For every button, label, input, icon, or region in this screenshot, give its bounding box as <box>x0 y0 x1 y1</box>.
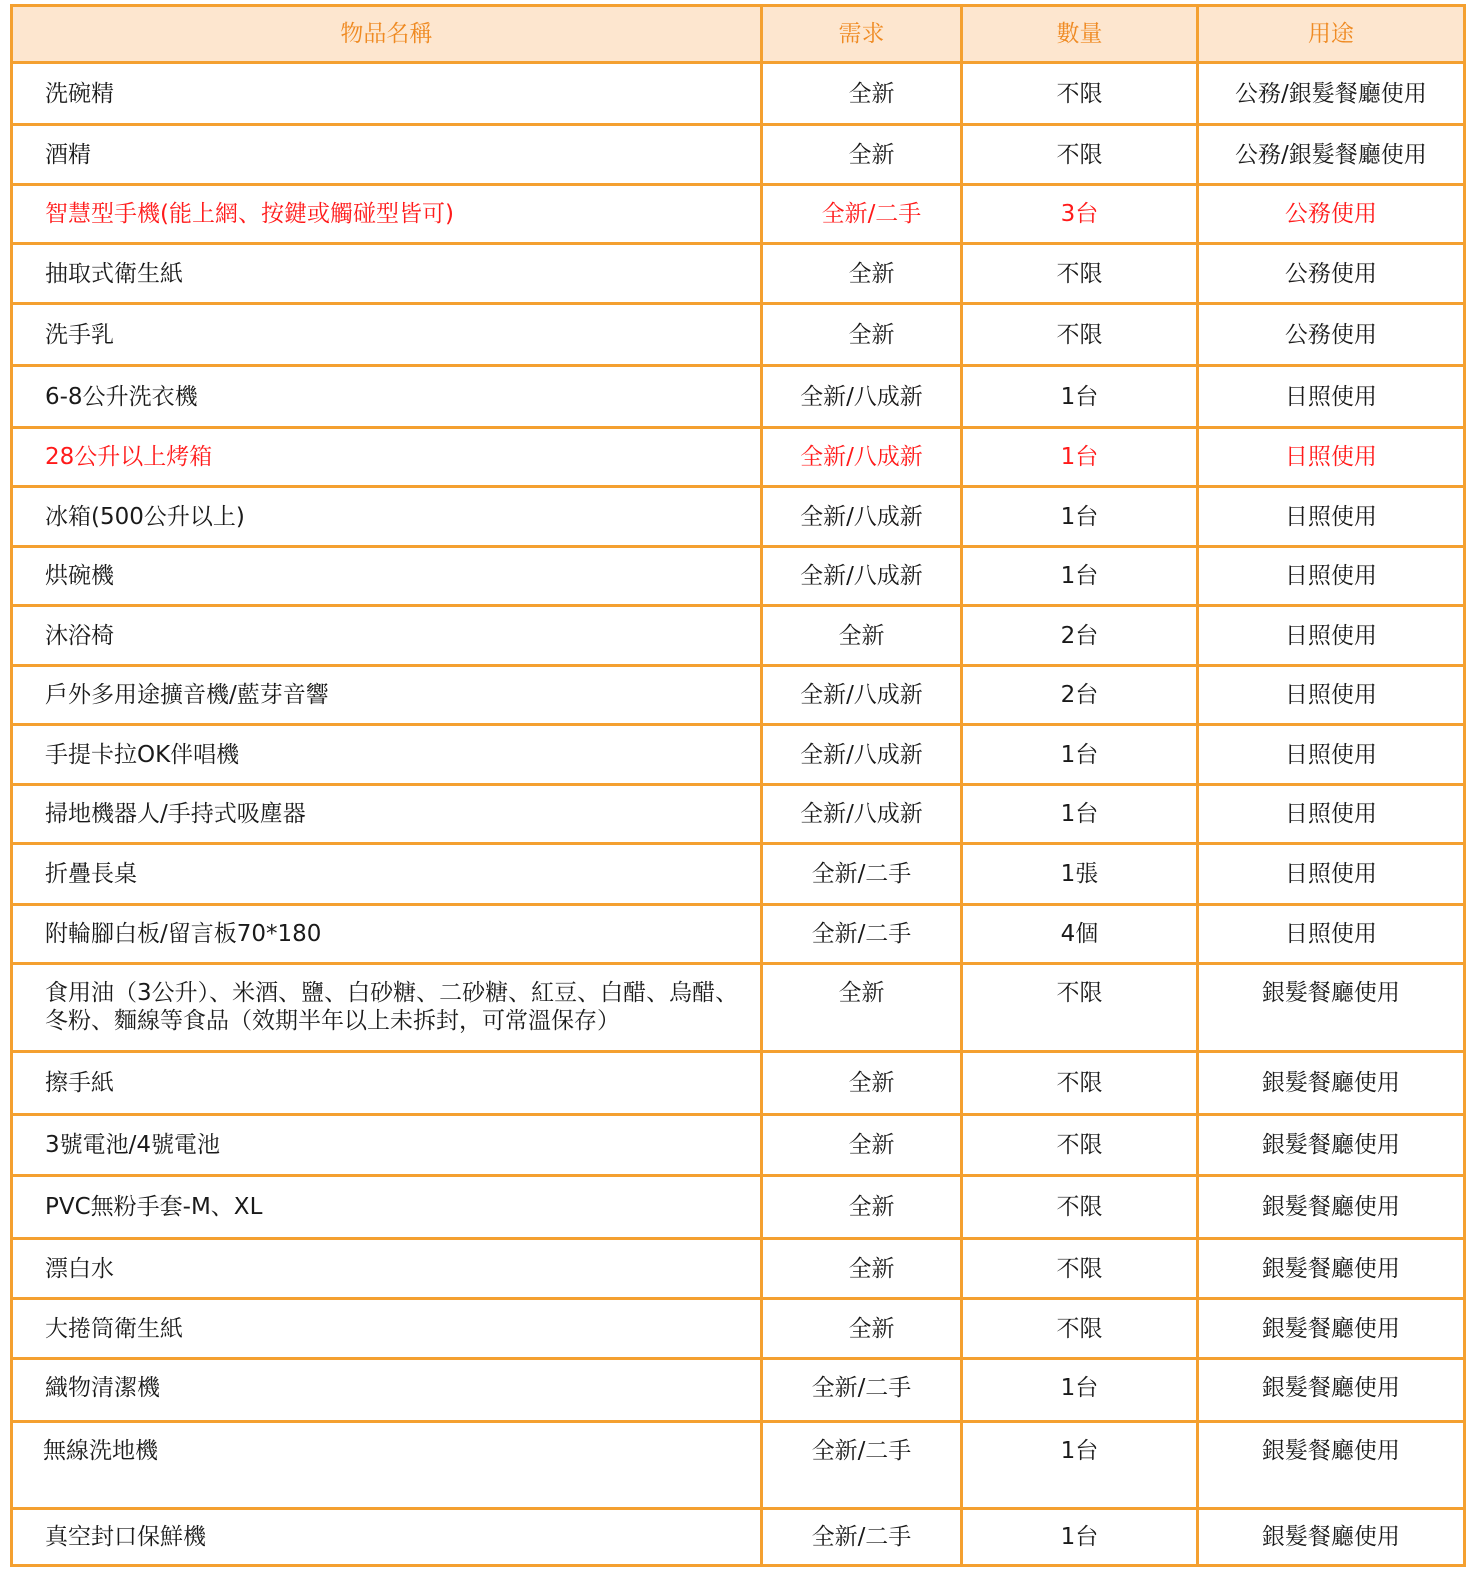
table-row <box>12 666 1465 725</box>
need-cell: 全新/二手 <box>761 905 961 964</box>
item-name-cell: 大捲筒衛生紙 <box>12 1299 762 1359</box>
usage-cell: 公務使用 <box>1197 304 1464 366</box>
usage-cell: 日照使用 <box>1197 844 1464 905</box>
table-row <box>12 844 1465 905</box>
item-name-cell: 附輪腳白板/留言板70*180 <box>12 905 762 964</box>
need-cell: 全新 <box>761 63 961 125</box>
quantity-cell: 1台 <box>962 1359 1198 1422</box>
table-row <box>12 244 1465 304</box>
item-name-cell: 沐浴椅 <box>12 606 762 666</box>
need-cell: 全新/八成新 <box>761 547 961 606</box>
usage-cell: 公務/銀髮餐廳使用 <box>1197 125 1464 185</box>
table-row <box>12 125 1465 185</box>
quantity-cell: 1台 <box>962 725 1198 785</box>
item-name-cell: 智慧型手機(能上網、按鍵或觸碰型皆可) <box>12 185 762 244</box>
usage-cell: 日照使用 <box>1197 428 1464 487</box>
table-row <box>12 428 1465 487</box>
table-row <box>12 304 1465 366</box>
usage-cell: 日照使用 <box>1197 905 1464 964</box>
usage-cell: 日照使用 <box>1197 606 1464 666</box>
usage-cell: 銀髮餐廳使用 <box>1197 1359 1464 1422</box>
usage-cell: 公務/銀髮餐廳使用 <box>1197 63 1464 125</box>
need-cell: 全新/八成新 <box>761 428 961 487</box>
need-cell: 全新 <box>761 244 961 304</box>
table-row <box>12 63 1465 125</box>
quantity-cell: 不限 <box>962 1239 1198 1299</box>
table-row <box>12 1052 1465 1115</box>
quantity-cell: 1張 <box>962 844 1198 905</box>
usage-cell: 公務使用 <box>1197 185 1464 244</box>
quantity-cell: 1台 <box>962 487 1198 547</box>
table-row <box>12 1115 1465 1176</box>
quantity-cell: 不限 <box>962 1115 1198 1176</box>
item-name-cell: 28公升以上烤箱 <box>12 428 762 487</box>
quantity-cell: 不限 <box>962 1299 1198 1359</box>
item-name-cell: 漂白水 <box>12 1239 762 1299</box>
table-row <box>12 785 1465 844</box>
usage-cell: 銀髮餐廳使用 <box>1197 1422 1464 1509</box>
need-cell: 全新 <box>761 606 961 666</box>
usage-cell: 銀髮餐廳使用 <box>1197 1239 1464 1299</box>
quantity-cell: 不限 <box>962 1052 1198 1115</box>
header-quantity: 數量 <box>962 6 1198 63</box>
table-body <box>12 63 1465 1566</box>
item-name-cell: 抽取式衛生紙 <box>12 244 762 304</box>
need-cell: 全新/二手 <box>761 844 961 905</box>
item-name-cell: 洗手乳 <box>12 304 762 366</box>
item-name-cell: 冰箱(500公升以上) <box>12 487 762 547</box>
need-cell: 全新/八成新 <box>761 785 961 844</box>
need-cell: 全新/二手 <box>761 1509 961 1566</box>
usage-cell: 日照使用 <box>1197 547 1464 606</box>
quantity-cell: 2台 <box>962 606 1198 666</box>
table-row <box>12 1359 1465 1422</box>
header-usage: 用途 <box>1197 6 1464 63</box>
table-row <box>12 1299 1465 1359</box>
usage-cell: 日照使用 <box>1197 725 1464 785</box>
need-cell: 全新 <box>761 1239 961 1299</box>
need-cell: 全新/二手 <box>761 185 961 244</box>
table-row <box>12 366 1465 428</box>
quantity-cell: 2台 <box>962 666 1198 725</box>
item-name-cell: 掃地機器人/手持式吸塵器 <box>12 785 762 844</box>
quantity-cell: 3台 <box>962 185 1198 244</box>
table-row <box>12 1239 1465 1299</box>
need-cell: 全新/八成新 <box>761 366 961 428</box>
quantity-cell: 不限 <box>962 244 1198 304</box>
quantity-cell: 不限 <box>962 63 1198 125</box>
table-row <box>12 1176 1465 1239</box>
item-name-cell: 手提卡拉OK伴唱機 <box>12 725 762 785</box>
usage-cell: 銀髮餐廳使用 <box>1197 1176 1464 1239</box>
usage-cell: 銀髮餐廳使用 <box>1197 1052 1464 1115</box>
quantity-cell: 不限 <box>962 964 1198 1052</box>
item-name-cell: 織物清潔機 <box>12 1359 762 1422</box>
item-name-cell: 酒精 <box>12 125 762 185</box>
item-name-cell: 3號電池/4號電池 <box>12 1115 762 1176</box>
usage-cell: 銀髮餐廳使用 <box>1197 1115 1464 1176</box>
need-cell: 全新 <box>761 1115 961 1176</box>
usage-cell: 日照使用 <box>1197 785 1464 844</box>
table-row <box>12 547 1465 606</box>
quantity-cell: 1台 <box>962 1422 1198 1509</box>
need-cell: 全新/二手 <box>761 1422 961 1509</box>
need-cell: 全新/八成新 <box>761 725 961 785</box>
item-name-cell: 戶外多用途擴音機/藍芽音響 <box>12 666 762 725</box>
item-name-cell: 折疊長桌 <box>12 844 762 905</box>
header-need: 需求 <box>761 6 961 63</box>
donation-needs-table <box>10 4 1466 1567</box>
item-name-cell: 6-8公升洗衣機 <box>12 366 762 428</box>
need-cell: 全新/八成新 <box>761 666 961 725</box>
quantity-cell: 不限 <box>962 125 1198 185</box>
item-name-cell: PVC無粉手套-M、XL <box>12 1176 762 1239</box>
quantity-cell: 1台 <box>962 547 1198 606</box>
item-name-cell: 洗碗精 <box>12 63 762 125</box>
item-name-cell: 烘碗機 <box>12 547 762 606</box>
quantity-cell: 4個 <box>962 905 1198 964</box>
need-cell: 全新 <box>761 1176 961 1239</box>
quantity-cell: 不限 <box>962 304 1198 366</box>
usage-cell: 日照使用 <box>1197 487 1464 547</box>
usage-cell: 銀髮餐廳使用 <box>1197 1509 1464 1566</box>
usage-cell: 銀髮餐廳使用 <box>1197 1299 1464 1359</box>
item-name-cell: 無線洗地機 <box>12 1422 762 1509</box>
table-row <box>12 1422 1465 1509</box>
usage-cell: 日照使用 <box>1197 366 1464 428</box>
table-row <box>12 905 1465 964</box>
item-name-cell: 食用油（3公升）、米酒、鹽、白砂糖、二砂糖、紅豆、白醋、烏醋、冬粉、麵線等食品（效期半年以上未拆封，可常溫保存） <box>12 964 762 1052</box>
quantity-cell: 1台 <box>962 1509 1198 1566</box>
item-name-cell: 真空封口保鮮機 <box>12 1509 762 1566</box>
item-name-cell: 擦手紙 <box>12 1052 762 1115</box>
table-header-row <box>12 6 1465 63</box>
table-row <box>12 487 1465 547</box>
table-row <box>12 185 1465 244</box>
quantity-cell: 1台 <box>962 428 1198 487</box>
need-cell: 全新 <box>761 125 961 185</box>
table-row <box>12 725 1465 785</box>
need-cell: 全新 <box>761 1052 961 1115</box>
table-row <box>12 964 1465 1052</box>
need-cell: 全新 <box>761 964 961 1052</box>
table-row <box>12 1509 1465 1566</box>
usage-cell: 銀髮餐廳使用 <box>1197 964 1464 1052</box>
quantity-cell: 不限 <box>962 1176 1198 1239</box>
table-row <box>12 606 1465 666</box>
need-cell: 全新 <box>761 1299 961 1359</box>
need-cell: 全新/八成新 <box>761 487 961 547</box>
need-cell: 全新 <box>761 304 961 366</box>
quantity-cell: 1台 <box>962 366 1198 428</box>
usage-cell: 日照使用 <box>1197 666 1464 725</box>
usage-cell: 公務使用 <box>1197 244 1464 304</box>
header-item-name: 物品名稱 <box>12 6 762 63</box>
need-cell: 全新/二手 <box>761 1359 961 1422</box>
quantity-cell: 1台 <box>962 785 1198 844</box>
